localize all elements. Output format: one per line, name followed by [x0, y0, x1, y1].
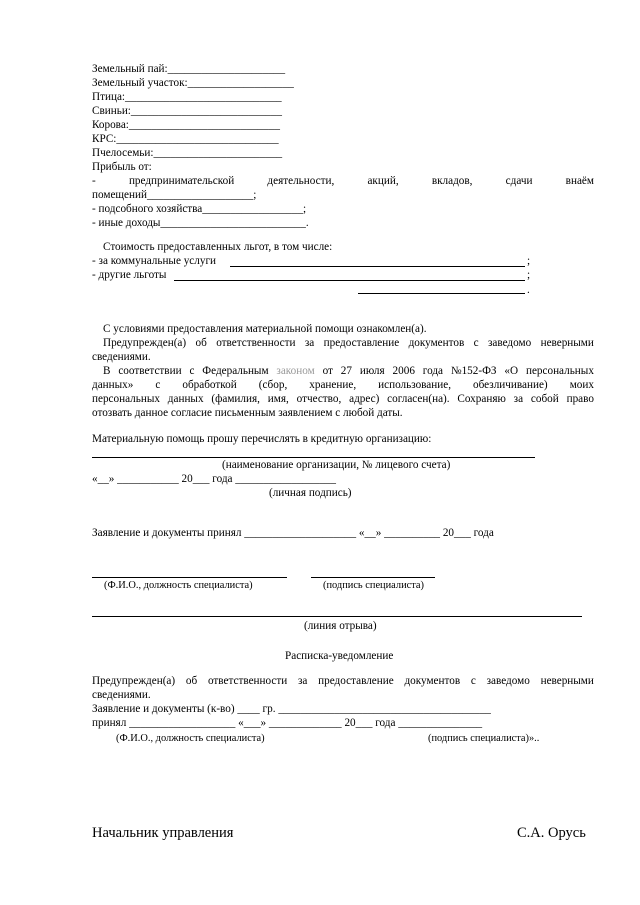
applicant-date-line: «__» ___________ 20___ года __________________	[92, 473, 336, 485]
income-other: - иные доходы__________________________.	[92, 217, 309, 229]
word: (сбор,	[258, 379, 288, 391]
word: имя,	[267, 393, 289, 405]
receipt-sign-caption: (подпись специалиста)»..	[428, 733, 540, 744]
word: с	[155, 379, 161, 391]
word: отчество,	[296, 393, 342, 405]
benefits-extra-line	[358, 293, 525, 294]
word: предпринимательской	[128, 175, 235, 187]
word: персональных	[525, 365, 594, 377]
payment-request: Материальную помощь прошу перечислять в кредитную организацию:	[92, 433, 432, 445]
word: неверными	[540, 675, 594, 687]
word: собой	[530, 393, 559, 405]
word: вкладов,	[431, 175, 473, 187]
income-business-line	[92, 174, 594, 188]
word: 2006	[392, 365, 415, 377]
word: года	[422, 365, 444, 377]
word: заведомо	[488, 337, 532, 349]
field-pigs: Свиньи:___________________________	[92, 105, 282, 117]
word: -	[92, 175, 96, 187]
benefits-other-line	[174, 280, 525, 281]
word: с	[473, 337, 479, 349]
word: хранение,	[309, 379, 357, 391]
word: Предупрежден(а)	[103, 337, 187, 349]
receipt-docs-line: Заявление и документы (к-во) ____ гр. ______________________________________	[92, 703, 491, 715]
word: с	[470, 675, 476, 687]
benefits-heading: Стоимость предоставленных льгот, в том числе:	[103, 241, 333, 253]
word: неверными	[540, 337, 594, 349]
word: данных»	[92, 379, 134, 391]
benefits-other-end: ;	[527, 269, 531, 281]
benefits-extra-end: .	[527, 284, 530, 296]
word: соответствии	[118, 365, 182, 377]
benefits-other-label: - другие льготы	[92, 269, 167, 281]
field-cow: Корова:___________________________	[92, 119, 280, 131]
consent-line-3	[92, 392, 594, 406]
word: 27	[340, 365, 352, 377]
benefits-utilities-end: ;	[527, 255, 531, 267]
specialist-sign-line	[311, 577, 435, 578]
word: акций,	[367, 175, 399, 187]
word: моих	[569, 379, 594, 391]
word: предоставление	[323, 337, 400, 349]
word: ответственности	[216, 337, 296, 349]
word: за	[298, 675, 308, 687]
word: данных	[167, 393, 204, 405]
word: за	[513, 393, 524, 405]
word: Предупрежден(а)	[92, 675, 176, 687]
word: использование,	[378, 379, 452, 391]
bank-caption: (наименование организации, № лицевого счета)	[222, 459, 451, 471]
word: Федеральным	[202, 365, 269, 377]
word: персональных	[92, 393, 160, 405]
tear-caption: (линия отрыва)	[304, 620, 377, 632]
word: от	[322, 365, 333, 377]
income-household: - подсобного хозяйства__________________;	[92, 203, 307, 215]
tear-line	[92, 616, 582, 617]
field-cattle: КРС:_____________________________	[92, 133, 279, 145]
benefits-utilities-line	[230, 266, 525, 267]
receipt-accepted-line: принял ___________________ «___» _____________ 20___ года _______________	[92, 717, 483, 729]
signatory-name: С.А. Орусь	[517, 825, 586, 841]
word: с	[189, 365, 195, 377]
warning-statement-end: сведениями.	[92, 351, 151, 363]
word: В	[103, 365, 111, 377]
word: «О	[504, 365, 519, 377]
field-poultry: Птица:____________________________	[92, 91, 282, 103]
receipt-title: Расписка-уведомление	[285, 650, 394, 662]
warning-statement	[103, 336, 594, 350]
familiar-statement: С условиями предоставления материальной помощи ознакомлен(а).	[103, 323, 427, 335]
specialist-sign-caption: (подпись специалиста)	[323, 580, 424, 591]
word: №152-ФЗ	[450, 365, 497, 377]
word: обезличивание)	[473, 379, 548, 391]
income-premises: помещений___________________;	[92, 189, 257, 201]
specialist-fio-caption: (Ф.И.О., должность специалиста)	[104, 580, 253, 591]
consent-line-4: отозвать данное согласие письменным заявлением с любой даты.	[92, 407, 403, 419]
word: деятельности,	[267, 175, 335, 187]
acceptance-line: Заявление и документы принял ____________________ «__» __________ 20___ года	[92, 527, 494, 539]
word: за	[304, 337, 315, 349]
word: (фамилия,	[211, 393, 260, 405]
income-heading: Прибыль от:	[92, 161, 152, 173]
word-law: законом	[276, 365, 315, 377]
word: Сохраняю	[457, 393, 506, 405]
receipt-fio-caption: (Ф.И.О., должность специалиста)	[116, 733, 265, 744]
word: об	[195, 337, 207, 349]
word: адрес)	[349, 393, 380, 405]
signatory-position: Начальник управления	[92, 825, 234, 841]
field-land-plot: Земельный участок:___________________	[92, 77, 294, 89]
consent-line-2	[92, 378, 594, 392]
specialist-fio-line	[92, 577, 287, 578]
receipt-warning	[92, 674, 594, 688]
word: документов	[408, 337, 465, 349]
word: заведомо	[486, 675, 530, 687]
word: предоставление	[318, 675, 394, 687]
receipt-warning-end: сведениями.	[92, 689, 151, 701]
consent-line-1	[103, 364, 594, 378]
word: внаём	[565, 175, 594, 187]
word: право	[566, 393, 594, 405]
benefits-utilities-label: - за коммунальные услуги	[92, 255, 217, 267]
field-bee-colonies: Пчелосемьи:_______________________	[92, 147, 283, 159]
word: об	[185, 675, 198, 687]
word: ответственности	[207, 675, 288, 687]
word: обработкой	[182, 379, 237, 391]
word: согласен(на).	[387, 393, 450, 405]
word: документов	[404, 675, 461, 687]
word: июля	[359, 365, 385, 377]
word: сдачи	[505, 175, 533, 187]
applicant-signature-caption: (личная подпись)	[269, 487, 352, 499]
field-land-share: Земельный пай:_____________________	[92, 63, 286, 75]
